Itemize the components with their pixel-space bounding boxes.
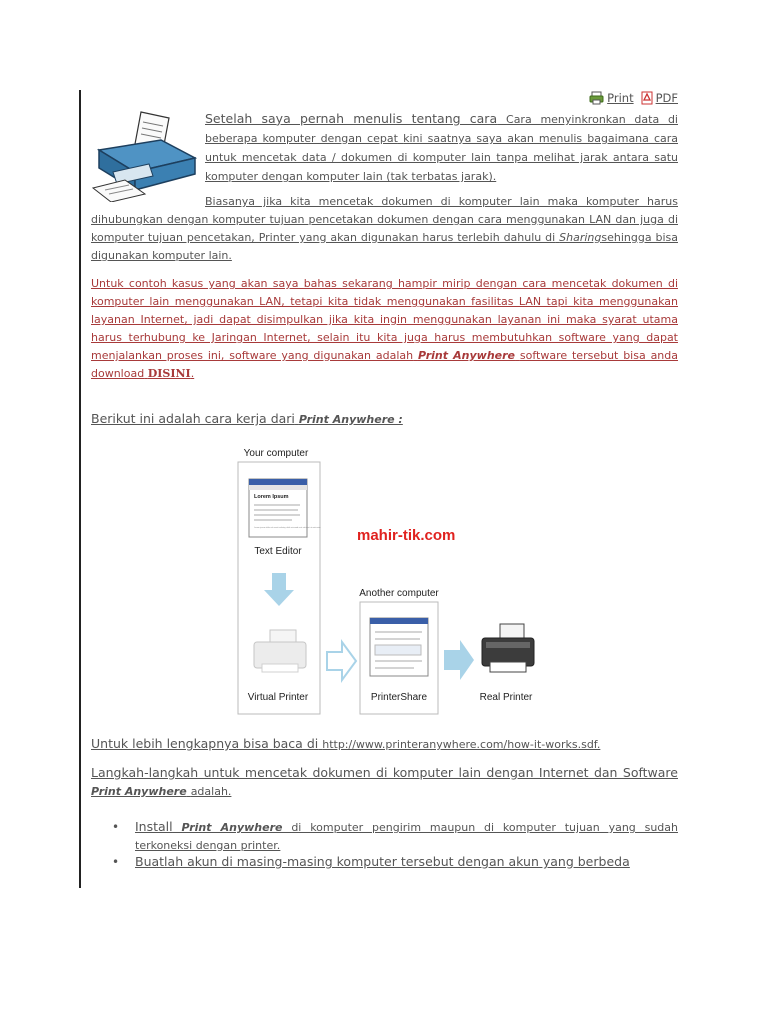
printershare-label: PrinterShare: [370, 692, 428, 703]
another-computer-label: Another computer: [359, 588, 439, 599]
step-post: di komputer pengirim maupun di komputer tujuan yang sudah terkoneksi dengan printer.: [135, 821, 678, 852]
real-printer-icon: [482, 624, 534, 672]
down-arrow: [264, 573, 294, 606]
virtual-printer-label: Virtual Printer: [247, 692, 309, 703]
intro-rest: kini saatnya saya akan menulis bagaimana cara untuk mencetak data / dokumen di komputer lain tanpa melihat jarak antara satu komputer dengan komputer lain (tak terbatas jarak).: [205, 132, 678, 183]
how-it-works-text: Berikut ini adalah cara kerja dari: [91, 411, 295, 426]
bullet-icon: •: [112, 855, 120, 869]
watermark-text: mahir-tik.com: [357, 527, 456, 544]
printershare-window: [370, 618, 428, 676]
paragraph-internet-text: Untuk contoh kasus yang akan saya bahas sekarang hampir mirip dengan cara mencetak dokumen di komputer lain menggunakan LAN, tetapi kita tidak menggunakan fasilitas LAN tapi kita menggunakan layanan Internet, jadi dapat disimpulkan jika kita ingin menggunakan layanan ini maka syarat utama harus terhubung ke Jaringan Internet, selain itu kita juga harus membutuhkan software yang dapat menjalankan proses ini, software yang digunakan adalah: [91, 277, 678, 362]
virtual-printer-icon: [254, 630, 306, 672]
paragraph-lan: [91, 193, 678, 265]
list-item: [91, 853, 678, 871]
your-computer-label: Your computer: [243, 448, 309, 459]
right-arrow: [444, 640, 474, 680]
step-software: Print Anywhere: [181, 821, 283, 834]
download-link[interactable]: DISINI: [147, 367, 191, 380]
step-text: [135, 818, 678, 855]
print-icon[interactable]: [589, 91, 604, 105]
workflow-diagram: [232, 442, 556, 718]
intro-link[interactable]: Cara menyinkronkan data di beberapa komputer dengan cepat: [205, 113, 678, 145]
steps-heading-end: adalah.: [190, 785, 232, 798]
paragraph-internet-end: .: [190, 367, 195, 380]
more-info-url[interactable]: http://www.printeranywhere.com/how-it-works.sdf.: [322, 738, 601, 751]
text-editor-window: [249, 479, 321, 537]
how-it-works-software: Print Anywhere :: [298, 413, 403, 426]
steps-heading-text: Langkah-langkah untuk mencetak dokumen di komputer lain dengan Internet dan Software: [91, 765, 678, 780]
sharing-term: Sharing: [559, 231, 602, 244]
paragraph-internet: [91, 275, 678, 383]
doc-title: Lorem Ipsum: [254, 494, 289, 500]
steps-heading: [91, 764, 678, 801]
pdf-link[interactable]: PDF: [655, 91, 678, 105]
more-info: [91, 735, 678, 754]
paragraph-lan-end: sehingga bisa digunakan komputer lain.: [91, 231, 678, 262]
step-text: [135, 853, 678, 871]
intro-lead: Setelah saya pernah menulis tentang cara: [205, 111, 498, 126]
intro-paragraph: [205, 110, 678, 186]
step-pre: Buatlah akun di masing-masing komputer tersebut dengan akun yang berbeda: [135, 854, 630, 869]
steps-heading-software: Print Anywhere: [91, 785, 187, 798]
printer-illustration: [91, 110, 199, 202]
how-it-works-heading: [91, 410, 678, 429]
text-editor-label: Text Editor: [254, 546, 302, 557]
list-item: [91, 818, 678, 855]
pdf-icon[interactable]: [641, 91, 653, 105]
left-border-line: [79, 90, 81, 888]
paragraph-lan-text: Biasanya jika kita mencetak dokumen di komputer lain maka komputer harus dihubungkan dengan komputer tujuan pencetakan dokumen dengan cara menggunakan LAN dan juga di komputer tujuan pencetakan, Printer yang akan digunakan harus terlebih dahulu di: [91, 195, 678, 244]
more-info-text: Untuk lebih lengkapnya bisa baca di: [91, 736, 319, 751]
paragraph-internet-download: software tersebut bisa anda download: [91, 349, 679, 380]
step-pre: Install: [135, 819, 173, 834]
doc-text: Lorem ipsum dolor sit amet industry nibh euismod erat volutpat ut wisi enim: [254, 527, 321, 529]
software-name: Print Anywhere: [417, 349, 516, 362]
outline-arrow: [327, 642, 356, 680]
print-link[interactable]: Print: [607, 91, 634, 105]
bullet-icon: •: [112, 820, 120, 834]
print-toolbar: [589, 91, 678, 105]
real-printer-label: Real Printer: [479, 692, 533, 703]
